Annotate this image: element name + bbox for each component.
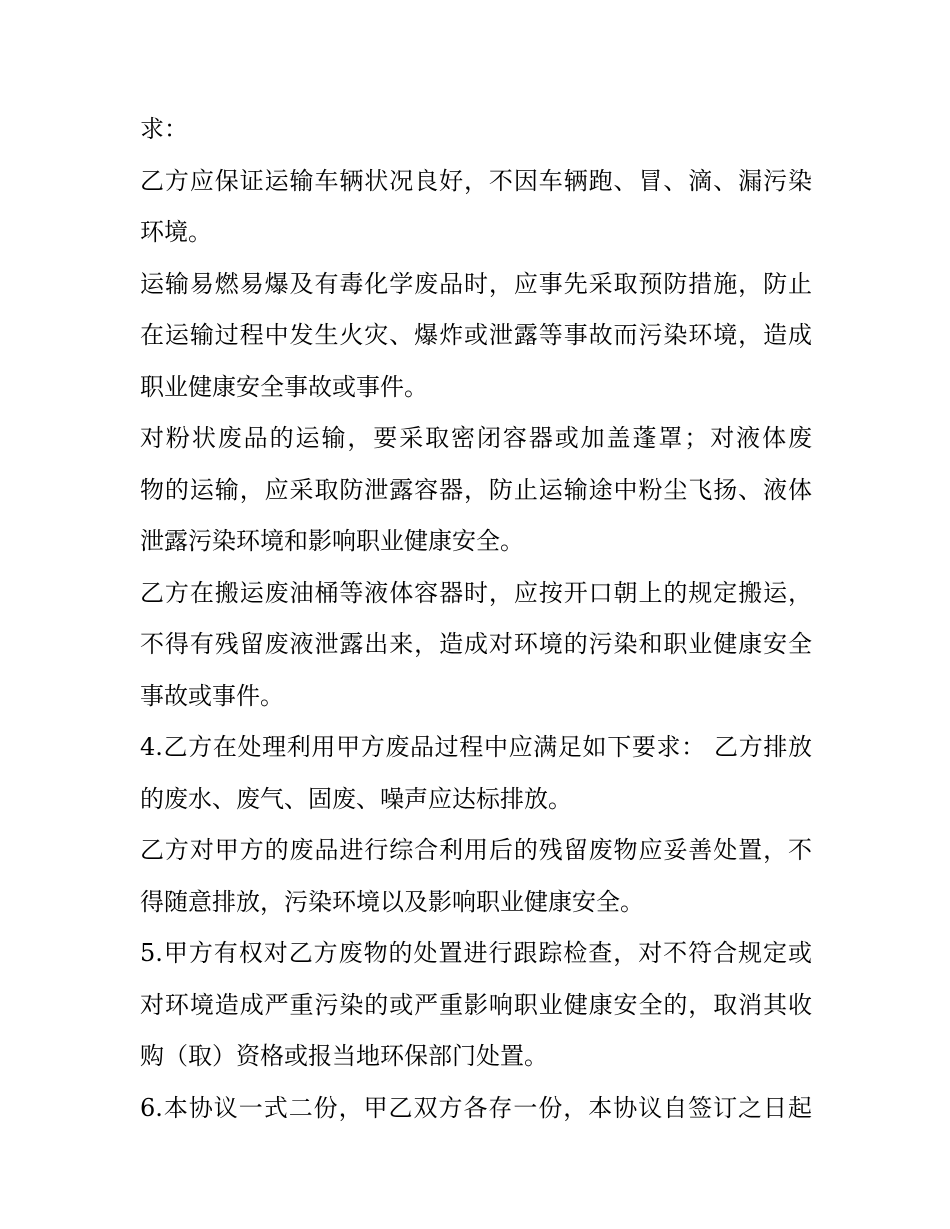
text-line: 物的运输，应采取防泄露容器，防止运输途中粉尘飞扬、液体 xyxy=(140,475,812,504)
text-line: 乙方在搬运废油桶等液体容器时，应按开口朝上的规定搬运， xyxy=(140,578,812,607)
text-line: 4.乙方在处理利用甲方废品过程中应满足如下要求： 乙方排放 xyxy=(140,733,812,761)
text-line: 在运输过程中发生火灾、爆炸或泄露等事故而污染环境，造成 xyxy=(140,321,812,349)
text-line: 购（取）资格或报当地环保部门处置。 xyxy=(140,1042,548,1070)
text-line: 对环境造成严重污染的或严重影响职业健康安全的，取消其收 xyxy=(140,990,812,1019)
text-line: 的废水、废气、固废、噪声应达标排放。 xyxy=(140,784,572,813)
text-line: 5.甲方有权对乙方废物的处置进行跟踪检查，对不符合规定或 xyxy=(140,939,812,967)
text-line: 求： xyxy=(140,115,188,143)
text-line: 职业健康安全事故或事件。 xyxy=(140,372,428,401)
text-line: 6.本协议一式二份，甲乙双方各存一份，本协议自签订之日起 xyxy=(140,1093,812,1122)
text-line: 乙方对甲方的废品进行综合利用后的残留废物应妥善处置，不 xyxy=(140,836,812,864)
text-line: 事故或事件。 xyxy=(140,681,284,710)
document-body xyxy=(140,104,812,1134)
text-line: 乙方应保证运输车辆状况良好，不因车辆跑、冒、滴、漏污染 xyxy=(140,166,812,195)
text-line: 不得有残留废液泄露出来，造成对环境的污染和职业健康安全 xyxy=(140,630,812,658)
text-line: 运输易燃易爆及有毒化学废品时，应事先采取预防措施，防止 xyxy=(140,269,812,298)
text-line: 对粉状废品的运输，要采取密闭容器或加盖蓬罩；对液体废 xyxy=(140,424,812,452)
text-line: 环境。 xyxy=(140,218,212,246)
text-line: 得随意排放，污染环境以及影响职业健康安全。 xyxy=(140,887,644,916)
text-line: 泄露污染环境和影响职业健康安全。 xyxy=(140,527,524,555)
